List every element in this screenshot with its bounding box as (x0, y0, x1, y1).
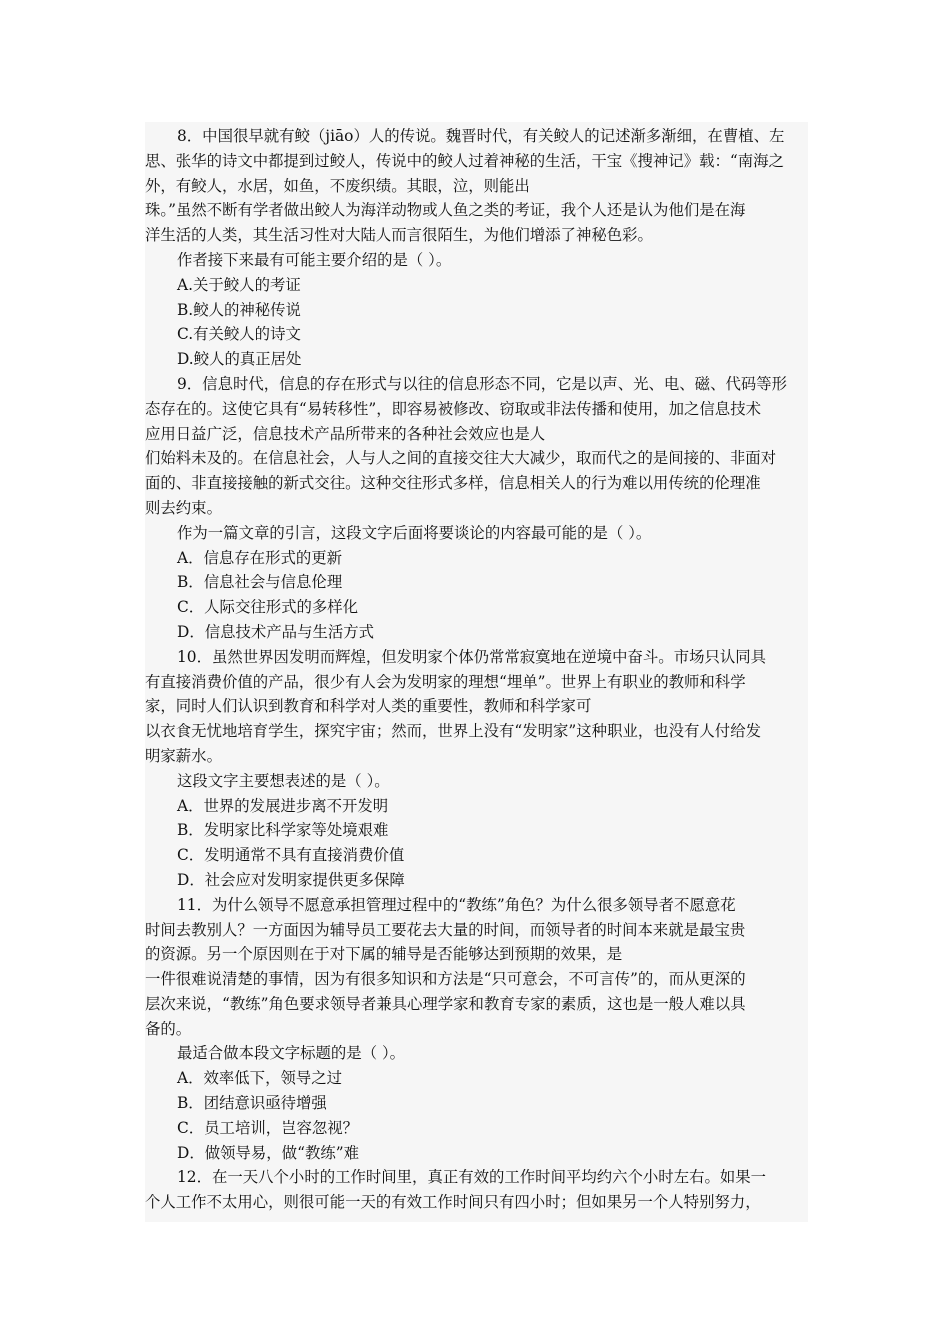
question-10-text-line-3: 家，同时人们认识到教育和科学对人类的重要性，教师和科学家可 (145, 697, 592, 716)
document-body (145, 124, 808, 1215)
question-11-text-line-1: 11．为什么领导不愿意承担管理过程中的“教练”角色？为什么很多领导者不愿意花 (177, 895, 736, 914)
question-12 (145, 1165, 808, 1215)
question-8 (145, 124, 808, 372)
question-8-text-line-3: 外，有鲛人，水居，如鱼，不废织绩。其眼，泣，则能出 (145, 176, 530, 195)
question-11-text-line-3: 的资源。另一个原因则在于对下属的辅导是否能够达到预期的效果，是 (145, 945, 623, 964)
question-12-text-line-1: 12．在一天八个小时的工作时间里，真正有效的工作时间平均约六个小时左右。如果一 (177, 1168, 767, 1187)
question-9-option-a: A．信息存在形式的更新 (177, 548, 343, 567)
question-11-option-b: B．团结意识亟待增强 (177, 1094, 327, 1113)
question-8-text-line-2: 思、张华的诗文中都提到过鲛人，传说中的鲛人过着神秘的生活，干宝《搜神记》载：“南海之 (145, 151, 784, 170)
question-10-prompt: 这段文字主要想表述的是（ ）。 (177, 771, 390, 790)
question-8-prompt: 作者接下来最有可能主要介绍的是（ ）。 (177, 250, 452, 269)
question-9-option-c: C．人际交往形式的多样化 (177, 598, 359, 617)
question-9-text-line-6: 则去约束。 (145, 498, 222, 517)
question-12-text-line-2: 个人工作不太用心，则很可能一天的有效工作时间只有四小时；但如果另一个人特别努力， (145, 1193, 761, 1212)
question-8-text-line-4: 珠。”虽然不断有学者做出鲛人为海洋动物或人鱼之类的考证，我个人还是认为他们是在海 (145, 201, 746, 220)
question-10-text-line-4: 以衣食无忧地培育学生，探究宇宙；然而，世界上没有“发明家”这种职业，也没有人付给发 (145, 722, 761, 741)
question-9-option-d: D．信息技术产品与生活方式 (177, 622, 375, 641)
question-9-text-line-1: 9．信息时代，信息的存在形式与以往的信息形态不同，它是以声、光、电、磁、代码等形 (177, 374, 788, 393)
question-11-text-line-6: 备的。 (145, 1019, 192, 1038)
question-9-text-line-5: 面的、非直接接触的新式交往。这种交往形式多样，信息相关人的行为难以用传统的伦理准 (145, 474, 761, 493)
question-8-text-line-1: 8．中国很早就有鲛（jiāo）人的传说。魏晋时代，有关鲛人的记述渐多渐细，在曹植、左 (177, 127, 785, 145)
question-11-option-d: D．做领导易，做“教练”难 (177, 1143, 359, 1162)
question-10 (145, 645, 808, 893)
question-10-option-b: B．发明家比科学家等处境艰难 (177, 821, 389, 840)
question-9-option-b: B．信息社会与信息伦理 (177, 573, 343, 592)
question-8-option-d: D.鲛人的真正居处 (177, 350, 302, 369)
question-11-text-line-4: 一件很难说清楚的事情，因为有很多知识和方法是“只可意会，不可言传”的，而从更深的 (145, 970, 746, 989)
question-10-text-line-2: 有直接消费价值的产品，很少有人会为发明家的理想“埋单”。世界上有职业的教师和科学 (145, 672, 746, 691)
question-9-text-line-3: 应用日益广泛，信息技术产品所带来的各种社会效应也是人 (145, 424, 546, 443)
question-8-text-line-5: 洋生活的人类，其生活习性对大陆人而言很陌生，为他们增添了神秘色彩。 (145, 226, 653, 245)
question-11-prompt: 最适合做本段文字标题的是（ ）。 (177, 1044, 406, 1063)
question-10-option-d: D．社会应对发明家提供更多保障 (177, 870, 405, 889)
question-9-text-line-4: 们始料未及的。在信息社会，人与人之间的直接交往大大减少，取而代之的是间接的、非面对 (145, 449, 777, 468)
question-10-text-line-1: 10．虽然世界因发明而辉煌，但发明家个体仍常常寂寞地在逆境中奋斗。市场只认同具 (177, 647, 767, 666)
question-10-option-a: A．世界的发展进步离不开发明 (177, 796, 389, 815)
question-11-text-line-2: 时间去教别人？一方面因为辅导员工要花去大量的时间，而领导者的时间本来就是最宝贵 (145, 920, 746, 939)
question-11-text-line-5: 层次来说，“教练”角色要求领导者兼具心理学家和教育专家的素质，这也是一般人难以具 (145, 994, 746, 1013)
question-11 (145, 893, 808, 1166)
question-9 (145, 372, 808, 645)
question-8-option-c: C.有关鲛人的诗文 (177, 325, 301, 344)
question-9-prompt: 作为一篇文章的引言，这段文字后面将要谈论的内容最可能的是（ ）。 (177, 523, 652, 542)
question-11-option-a: A．效率低下，领导之过 (177, 1069, 343, 1088)
question-11-option-c: C．员工培训，岂容忽视？ (177, 1118, 359, 1137)
question-8-option-b: B.鲛人的神秘传说 (177, 300, 301, 319)
question-8-option-a: A.关于鲛人的考证 (177, 275, 301, 294)
question-10-text-line-5: 明家薪水。 (145, 746, 222, 765)
question-9-text-line-2: 态存在的。这使它具有“易转移性”，即容易被修改、窃取或非法传播和使用，加之信息技术 (145, 399, 761, 418)
question-10-option-c: C．发明通常不具有直接消费价值 (177, 846, 405, 865)
